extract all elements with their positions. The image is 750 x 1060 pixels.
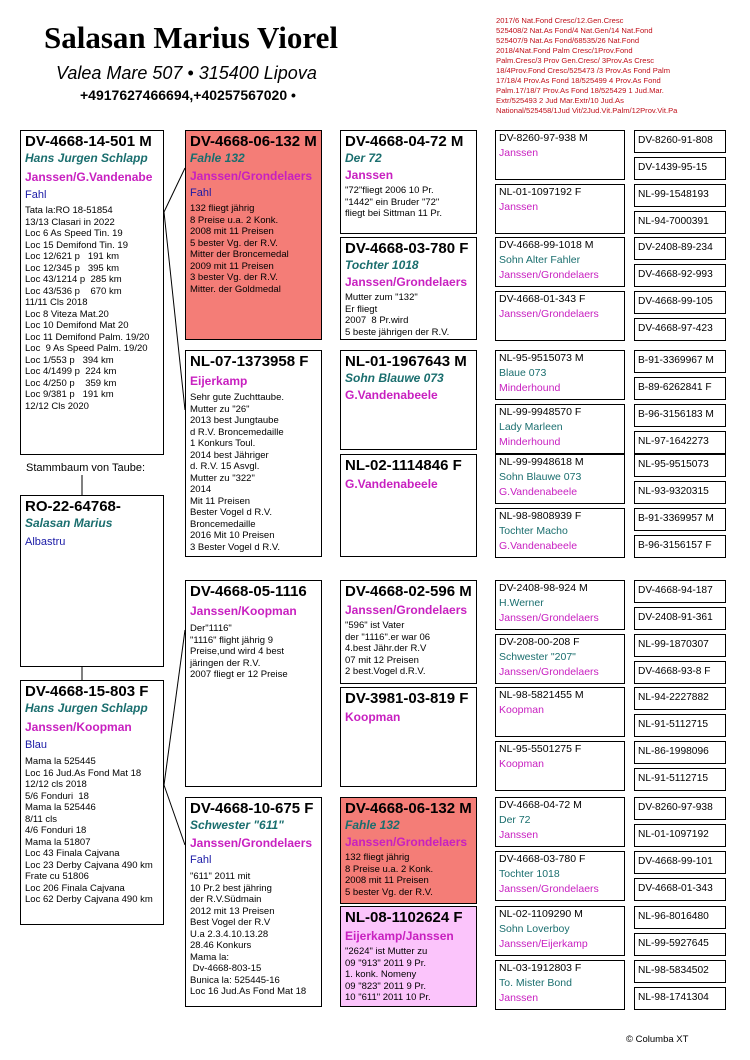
g4-name: Sohn Alter Fahler: [499, 254, 581, 266]
sire-breed: Janssen/G.Vandenabe: [25, 170, 153, 184]
g5-ring: NL-98-5834502: [638, 965, 709, 976]
g3-ring: NL-08-1102624 F: [345, 909, 463, 926]
g5-card[interactable]: [634, 580, 726, 603]
g3-name: Fahle 132: [345, 818, 400, 832]
g5-card[interactable]: [634, 851, 726, 874]
g4-name: Blaue 073: [499, 367, 547, 379]
g4-name: Tochter 1018: [499, 868, 560, 880]
g4-card[interactable]: [495, 580, 625, 630]
g4-breed: Janssen/Grondelaers: [499, 883, 599, 895]
g4-breed: Janssen/Eijerkamp: [499, 938, 588, 950]
dam-name: Hans Jurgen Schlapp: [25, 701, 148, 715]
g5-ring: DV-1439-95-15: [638, 162, 708, 173]
dam-dd-connector: [164, 785, 185, 845]
g4-card[interactable]: [495, 130, 625, 180]
sd-card[interactable]: [185, 350, 322, 557]
g3-card[interactable]: [340, 350, 477, 450]
g5-ring: NL-94-2227882: [638, 692, 709, 703]
g5-card[interactable]: [634, 741, 726, 764]
g3-card[interactable]: [340, 237, 477, 340]
g3-ring: NL-02-1114846 F: [345, 457, 462, 474]
result-line: 17/18/4 Prov.As Fond 18/525499 4 Prov.As Fond: [496, 76, 661, 85]
g5-ring: NL-99-1870307: [638, 639, 709, 650]
g5-ring: NL-94-7000391: [638, 216, 709, 227]
sire-notes: Tata la:RO 18-51854 13/13 Clasari in 2022 Loc 6 As Speed Tin. 19 Loc 15 Demifond Tin. 19 Loc 12/621 p 191 km Loc 12/345 p 395 km Loc 43/1214 p 285 km Loc 43/536 p 670 km 11/11 Cls 2018 Loc 8 Viteza Mat.20 Loc 10 Demifond Mat 20 Loc 11 Demifond Palm. 19/20 Loc 9 As Speed Palm. 19/20 Loc 1/553 p 394 km Loc 4/1499 p 224 km Loc 4/250 p 359 km Loc 9/381 p 191 km 12/12 Cls 2020: [25, 205, 150, 412]
owner-name: Salasan Marius Viorel: [44, 20, 338, 55]
result-line: Palm.Cresc/3 Prov Gen.Cresc/ 3Prov.As Cresc: [496, 56, 655, 65]
g5-ring: DV-2408-89-234: [638, 242, 713, 253]
ds-notes: Der"1116" "1116" flight jährig 9 Preise,und wird 4 best järingen der R.V. 2007 fliegt er 12 Preise: [190, 623, 288, 680]
g5-ring: NL-98-1741304: [638, 992, 709, 1003]
g3-ring: DV-4668-06-132 M: [345, 800, 472, 817]
g5-card[interactable]: [634, 318, 726, 341]
g4-card[interactable]: [495, 960, 625, 1010]
g5-card[interactable]: [634, 211, 726, 234]
g3-breed: Eijerkamp/Janssen: [345, 929, 454, 943]
g4-card[interactable]: [495, 634, 625, 684]
dd-notes: "611" 2011 mit 10 Pr.2 best jähring der R.V.Südmain 2012 mit 13 Preisen Best Vogel der R.V U.a 2.3.4.10.13.28 28.46 Konkurs Mama la: Dv-4668-803-15 Bunica la: 525445-16 Loc 16 Jud.As Fond Mat 18: [190, 871, 307, 997]
dam-ring: DV-4668-15-803 F: [25, 683, 149, 700]
g3-breed: G.Vandenabeele: [345, 388, 438, 402]
dd-ring: DV-4668-10-675 F: [190, 800, 314, 817]
ss-name: Fahle 132: [190, 151, 245, 165]
result-line: 525407/9 Nat.As Fond/68535/26 Nat.Fond: [496, 36, 640, 45]
dd-breed: Janssen/Grondelaers: [190, 836, 313, 850]
g3-breed: Janssen/Grondelaers: [345, 603, 468, 617]
g4-ring: NL-99-9948570 F: [499, 406, 582, 418]
g5-ring: DV-4668-93-8 F: [638, 666, 711, 677]
g4-card[interactable]: [495, 291, 625, 341]
g4-ring: NL-98-9808939 F: [499, 510, 582, 522]
g4-breed: Janssen/Grondelaers: [499, 269, 599, 281]
g5-ring: NL-96-8016480: [638, 911, 709, 922]
g4-name: Schwester "207": [499, 651, 576, 663]
sd-notes: Sehr gute Zuchttaube. Mutter zu "26" 2013 best Jungtaube d R.V. Broncemedaille 1 Konkurs Toul. 2014 best Jähriger d. R.V. 15 Asvgl. Mutter zu "322" 2014 Mit 11 Preisen Bester Vogel d R.V. Broncemedaille 2016 Mit 10 Preisen 3 Bester Vogel d R.V.: [190, 392, 285, 553]
g3-ring: DV-4668-04-72 M: [345, 133, 464, 150]
g5-ring: DV-4668-01-343: [638, 883, 713, 894]
g3-breed: Janssen/Grondelaers: [345, 275, 468, 289]
g4-breed: Minderhound: [499, 382, 561, 394]
ss-color: Fahl: [190, 187, 212, 199]
subject-ring: RO-22-64768-: [25, 498, 121, 515]
ds-card[interactable]: [185, 580, 322, 787]
g4-ring: DV-4668-99-1018 M: [499, 239, 594, 251]
g4-breed: Koopman: [499, 758, 544, 770]
g4-card[interactable]: [495, 404, 625, 454]
subject-name: Salasan Marius: [25, 516, 113, 530]
g4-ring: DV-4668-04-72 M: [499, 799, 582, 811]
g3-breed: Janssen/Grondelaers: [345, 835, 468, 849]
g4-ring: NL-99-9948618 M: [499, 456, 584, 468]
g4-name: H.Werner: [499, 597, 544, 609]
g5-card[interactable]: [634, 634, 726, 657]
g4-ring: NL-98-5821455 M: [499, 689, 584, 701]
g4-ring: NL-02-1109290 M: [499, 908, 583, 920]
g4-ring: NL-03-1912803 F: [499, 962, 582, 974]
g3-ring: NL-01-1967643 M: [345, 353, 467, 370]
g5-ring: NL-93-9320315: [638, 486, 709, 497]
g5-ring: NL-95-9515073: [638, 459, 709, 470]
g5-ring: NL-91-5112715: [638, 773, 709, 784]
sire-ring: DV-4668-14-501 M: [25, 133, 152, 150]
g5-card[interactable]: [634, 377, 726, 400]
g5-card[interactable]: [634, 824, 726, 847]
g5-card[interactable]: [634, 661, 726, 684]
g5-card[interactable]: [634, 454, 726, 477]
result-line: 2017/6 Nat.Fond Cresc/12.Gen.Cresc: [496, 16, 624, 25]
g4-card[interactable]: [495, 350, 625, 400]
g5-ring: DV-4668-99-105: [638, 296, 713, 307]
g4-name: Sohn Loverboy: [499, 923, 570, 935]
dam-color: Blau: [25, 739, 48, 751]
result-line: National/525458/1Jud Vit/2Jud.Vit.Palm/12Prov.Vit.Pa: [496, 106, 678, 115]
g5-ring: DV-4668-92-993: [638, 269, 713, 280]
g5-card[interactable]: [634, 607, 726, 630]
g4-breed: G.Vandenabeele: [499, 540, 578, 552]
owner-phone: +4917627466694,+40257567020 •: [80, 87, 296, 103]
g5-ring: DV-4668-99-101: [638, 856, 713, 867]
result-line: 18/4Prov.Fond Cresc/525473 /3 Prov.As Fond Palm: [496, 66, 671, 75]
g5-ring: B-96-3156157 F: [638, 540, 712, 551]
ds-breed: Janssen/Koopman: [190, 604, 297, 618]
g5-ring: DV-8260-97-938: [638, 802, 713, 813]
g3-card[interactable]: [340, 906, 477, 1007]
g5-card[interactable]: [634, 906, 726, 929]
g4-card[interactable]: [495, 851, 625, 901]
result-line: 2018/4Nat.Fond Palm Cresc/1Prov.Fond: [496, 46, 633, 55]
g3-notes: 132 fliegt jährig 8 Preise u.a. 2 Konk. 2008 mit 11 Preisen 5 bester Vg. der R.V.: [345, 852, 434, 898]
dam-breed: Janssen/Koopman: [25, 720, 132, 734]
g4-card[interactable]: [495, 508, 625, 558]
subject-card[interactable]: [20, 495, 164, 667]
dd-color: Fahl: [190, 854, 212, 866]
dd-card[interactable]: [185, 797, 322, 1007]
g4-breed: Janssen/Grondelaers: [499, 612, 599, 624]
g4-ring: DV-4668-03-780 F: [499, 853, 586, 865]
sire-name: Hans Jurgen Schlapp: [25, 151, 148, 165]
g3-breed: Janssen: [345, 168, 394, 182]
g3-breed: G.Vandenabeele: [345, 477, 438, 491]
ss-breed: Janssen/Grondelaers: [190, 169, 313, 183]
g5-ring: B-89-6262841 F: [638, 382, 712, 393]
footer-copyright: © Columba XT: [626, 1034, 689, 1045]
g4-card[interactable]: [495, 797, 625, 847]
g5-card[interactable]: [634, 797, 726, 820]
g5-ring: NL-91-5112715: [638, 719, 709, 730]
g4-ring: DV-2408-98-924 M: [499, 582, 588, 594]
g5-card[interactable]: [634, 350, 726, 373]
g3-name: Der 72: [345, 151, 382, 165]
g4-card[interactable]: [495, 906, 625, 956]
g5-card[interactable]: [634, 264, 726, 287]
g5-card[interactable]: [634, 535, 726, 558]
g5-card[interactable]: [634, 130, 726, 153]
g5-card[interactable]: [634, 291, 726, 314]
g5-ring: DV-4668-94-187: [638, 585, 713, 596]
g5-card[interactable]: [634, 878, 726, 901]
g5-card[interactable]: [634, 987, 726, 1010]
g3-name: Sohn Blauwe 073: [345, 371, 444, 385]
g4-breed: Koopman: [499, 704, 544, 716]
g3-notes: "72"fliegt 2006 10 Pr. "1442" ein Bruder "72" fliegt bei Sittman 11 Pr.: [345, 185, 442, 219]
g3-ring: DV-3981-03-819 F: [345, 690, 469, 707]
g4-card[interactable]: [495, 741, 625, 791]
owner-address: Valea Mare 507 • 315400 Lipova: [56, 63, 317, 83]
g5-card[interactable]: [634, 768, 726, 791]
g5-card[interactable]: [634, 933, 726, 956]
g3-card[interactable]: [340, 580, 477, 684]
ss-notes: 132 fliegt jährig 8 Preise u.a. 2 Konk. 2008 mit 11 Preisen 5 bester Vg. der R.V. Mitter der Broncemedal 2009 mit 11 Preisen 3 bester Vg. der R.V. Mitter. der Goldmedal: [190, 203, 289, 295]
g4-ring: DV-4668-01-343 F: [499, 293, 586, 305]
g4-name: Der 72: [499, 814, 531, 826]
g4-card[interactable]: [495, 454, 625, 504]
g4-name: Lady Marleen: [499, 421, 563, 433]
stammbaum-label: Stammbaum von Taube:: [26, 462, 146, 474]
g4-ring: NL-01-1097192 F: [499, 186, 582, 198]
ss-card[interactable]: [185, 130, 322, 340]
g5-ring: B-96-3156183 M: [638, 409, 714, 420]
g5-card[interactable]: [634, 431, 726, 454]
g3-name: Tochter 1018: [345, 258, 419, 272]
g5-ring: NL-01-1097192: [638, 829, 709, 840]
g4-breed: Janssen/Grondelaers: [499, 308, 599, 320]
sd-breed: Eijerkamp: [190, 374, 248, 388]
g5-card[interactable]: [634, 157, 726, 180]
dd-name: Schwester "611": [190, 818, 284, 832]
g5-ring: NL-99-1548193: [638, 189, 709, 200]
result-line: Extr/525493 2 Jud Mar.Extr/10 Jud.As: [496, 96, 624, 105]
g5-ring: B-91-3369957 M: [638, 513, 714, 524]
ss-ring: DV-4668-06-132 M: [190, 133, 317, 150]
g4-breed: Janssen: [499, 201, 539, 213]
g5-card[interactable]: [634, 404, 726, 427]
sire-ss-connector: [164, 168, 185, 212]
g4-breed: Janssen/Grondelaers: [499, 666, 599, 678]
g3-notes: Mutter zum "132" Er fliegt 2007 8 Pr.wird 5 beste jährigen der R.V.: [345, 292, 450, 338]
g5-ring: DV-2408-91-361: [638, 612, 713, 623]
dam-card[interactable]: [20, 680, 164, 925]
g5-card[interactable]: [634, 714, 726, 737]
g3-card[interactable]: [340, 797, 477, 904]
g4-breed: Janssen: [499, 829, 539, 841]
g3-notes: "596" ist Vater der "1116".er war 06 4.best Jähr.der R.V 07 mit 12 Preisen 2 best.Vogel d.R.V.: [345, 620, 431, 677]
g5-card[interactable]: [634, 508, 726, 531]
sd-ring: NL-07-1373958 F: [190, 353, 309, 370]
g5-card[interactable]: [634, 237, 726, 260]
g3-card[interactable]: [340, 687, 477, 787]
g5-card[interactable]: [634, 960, 726, 983]
g5-card[interactable]: [634, 687, 726, 710]
g5-ring: NL-86-1998096: [638, 746, 709, 757]
g3-ring: DV-4668-02-596 M: [345, 583, 472, 600]
g4-breed: Minderhound: [499, 436, 561, 448]
dam-notes: Mama la 525445 Loc 16 Jud.As Fond Mat 18 12/12 cls 2018 5/6 Fonduri 18 Mama la 525446 8/11 cls 4/6 Fonduri 18 Mama la 51807 Loc 43 Finala Cajvana Loc 23 Derby Cajvana 490 km Frate cu 51806 Loc 206 Finala Cajvana Loc 62 Derby Cajvana 490 km: [25, 756, 153, 905]
g4-ring: NL-95-5501275 F: [499, 743, 582, 755]
g3-breed: Koopman: [345, 710, 401, 724]
ds-ring: DV-4668-05-1116: [190, 583, 307, 600]
g3-notes: "2624" ist Mutter zu 09 "913" 2011 9 Pr. 1. konk. Nomeny 09 "823" 2011 9 Pr. 10 "611" 2011 10 Pr.: [345, 946, 431, 1003]
g4-card[interactable]: [495, 687, 625, 737]
g5-ring: NL-99-5927645: [638, 938, 709, 949]
g4-breed: Janssen: [499, 147, 539, 159]
g4-breed: G.Vandenabeele: [499, 486, 578, 498]
g3-card[interactable]: [340, 130, 477, 234]
sire-sd-connector: [164, 212, 185, 410]
result-line: Palm.17/18/7 Prov.As Fond 18/525429 1 Jud.Mar.: [496, 86, 664, 95]
g4-ring: NL-95-9515073 M: [499, 352, 584, 364]
g4-ring: DV-208-00-208 F: [499, 636, 580, 648]
g3-card[interactable]: [340, 454, 477, 557]
dam-ds-connector: [164, 630, 185, 785]
g4-name: Sohn Blauwe 073: [499, 471, 582, 483]
sire-card[interactable]: [20, 130, 164, 455]
g4-card[interactable]: [495, 184, 625, 234]
g4-ring: DV-8260-97-938 M: [499, 132, 588, 144]
g4-name: To. Mister Bond: [499, 977, 572, 989]
g5-ring: B-91-3369967 M: [638, 355, 714, 366]
g5-card[interactable]: [634, 481, 726, 504]
g4-breed: Janssen: [499, 992, 539, 1004]
g5-ring: DV-8260-91-808: [638, 135, 713, 146]
result-line: 525408/2 Nat.As Fond/4 Nat.Gen/14 Nat.Fond: [496, 26, 653, 35]
sire-color: Fahl: [25, 189, 47, 201]
g5-ring: DV-4668-97-423: [638, 323, 713, 334]
g4-name: Tochter Macho: [499, 525, 568, 537]
g4-card[interactable]: [495, 237, 625, 287]
g3-ring: DV-4668-03-780 F: [345, 240, 469, 257]
subject-color: Albastru: [25, 536, 66, 548]
g5-ring: NL-97-1642273: [638, 436, 709, 447]
g5-card[interactable]: [634, 184, 726, 207]
